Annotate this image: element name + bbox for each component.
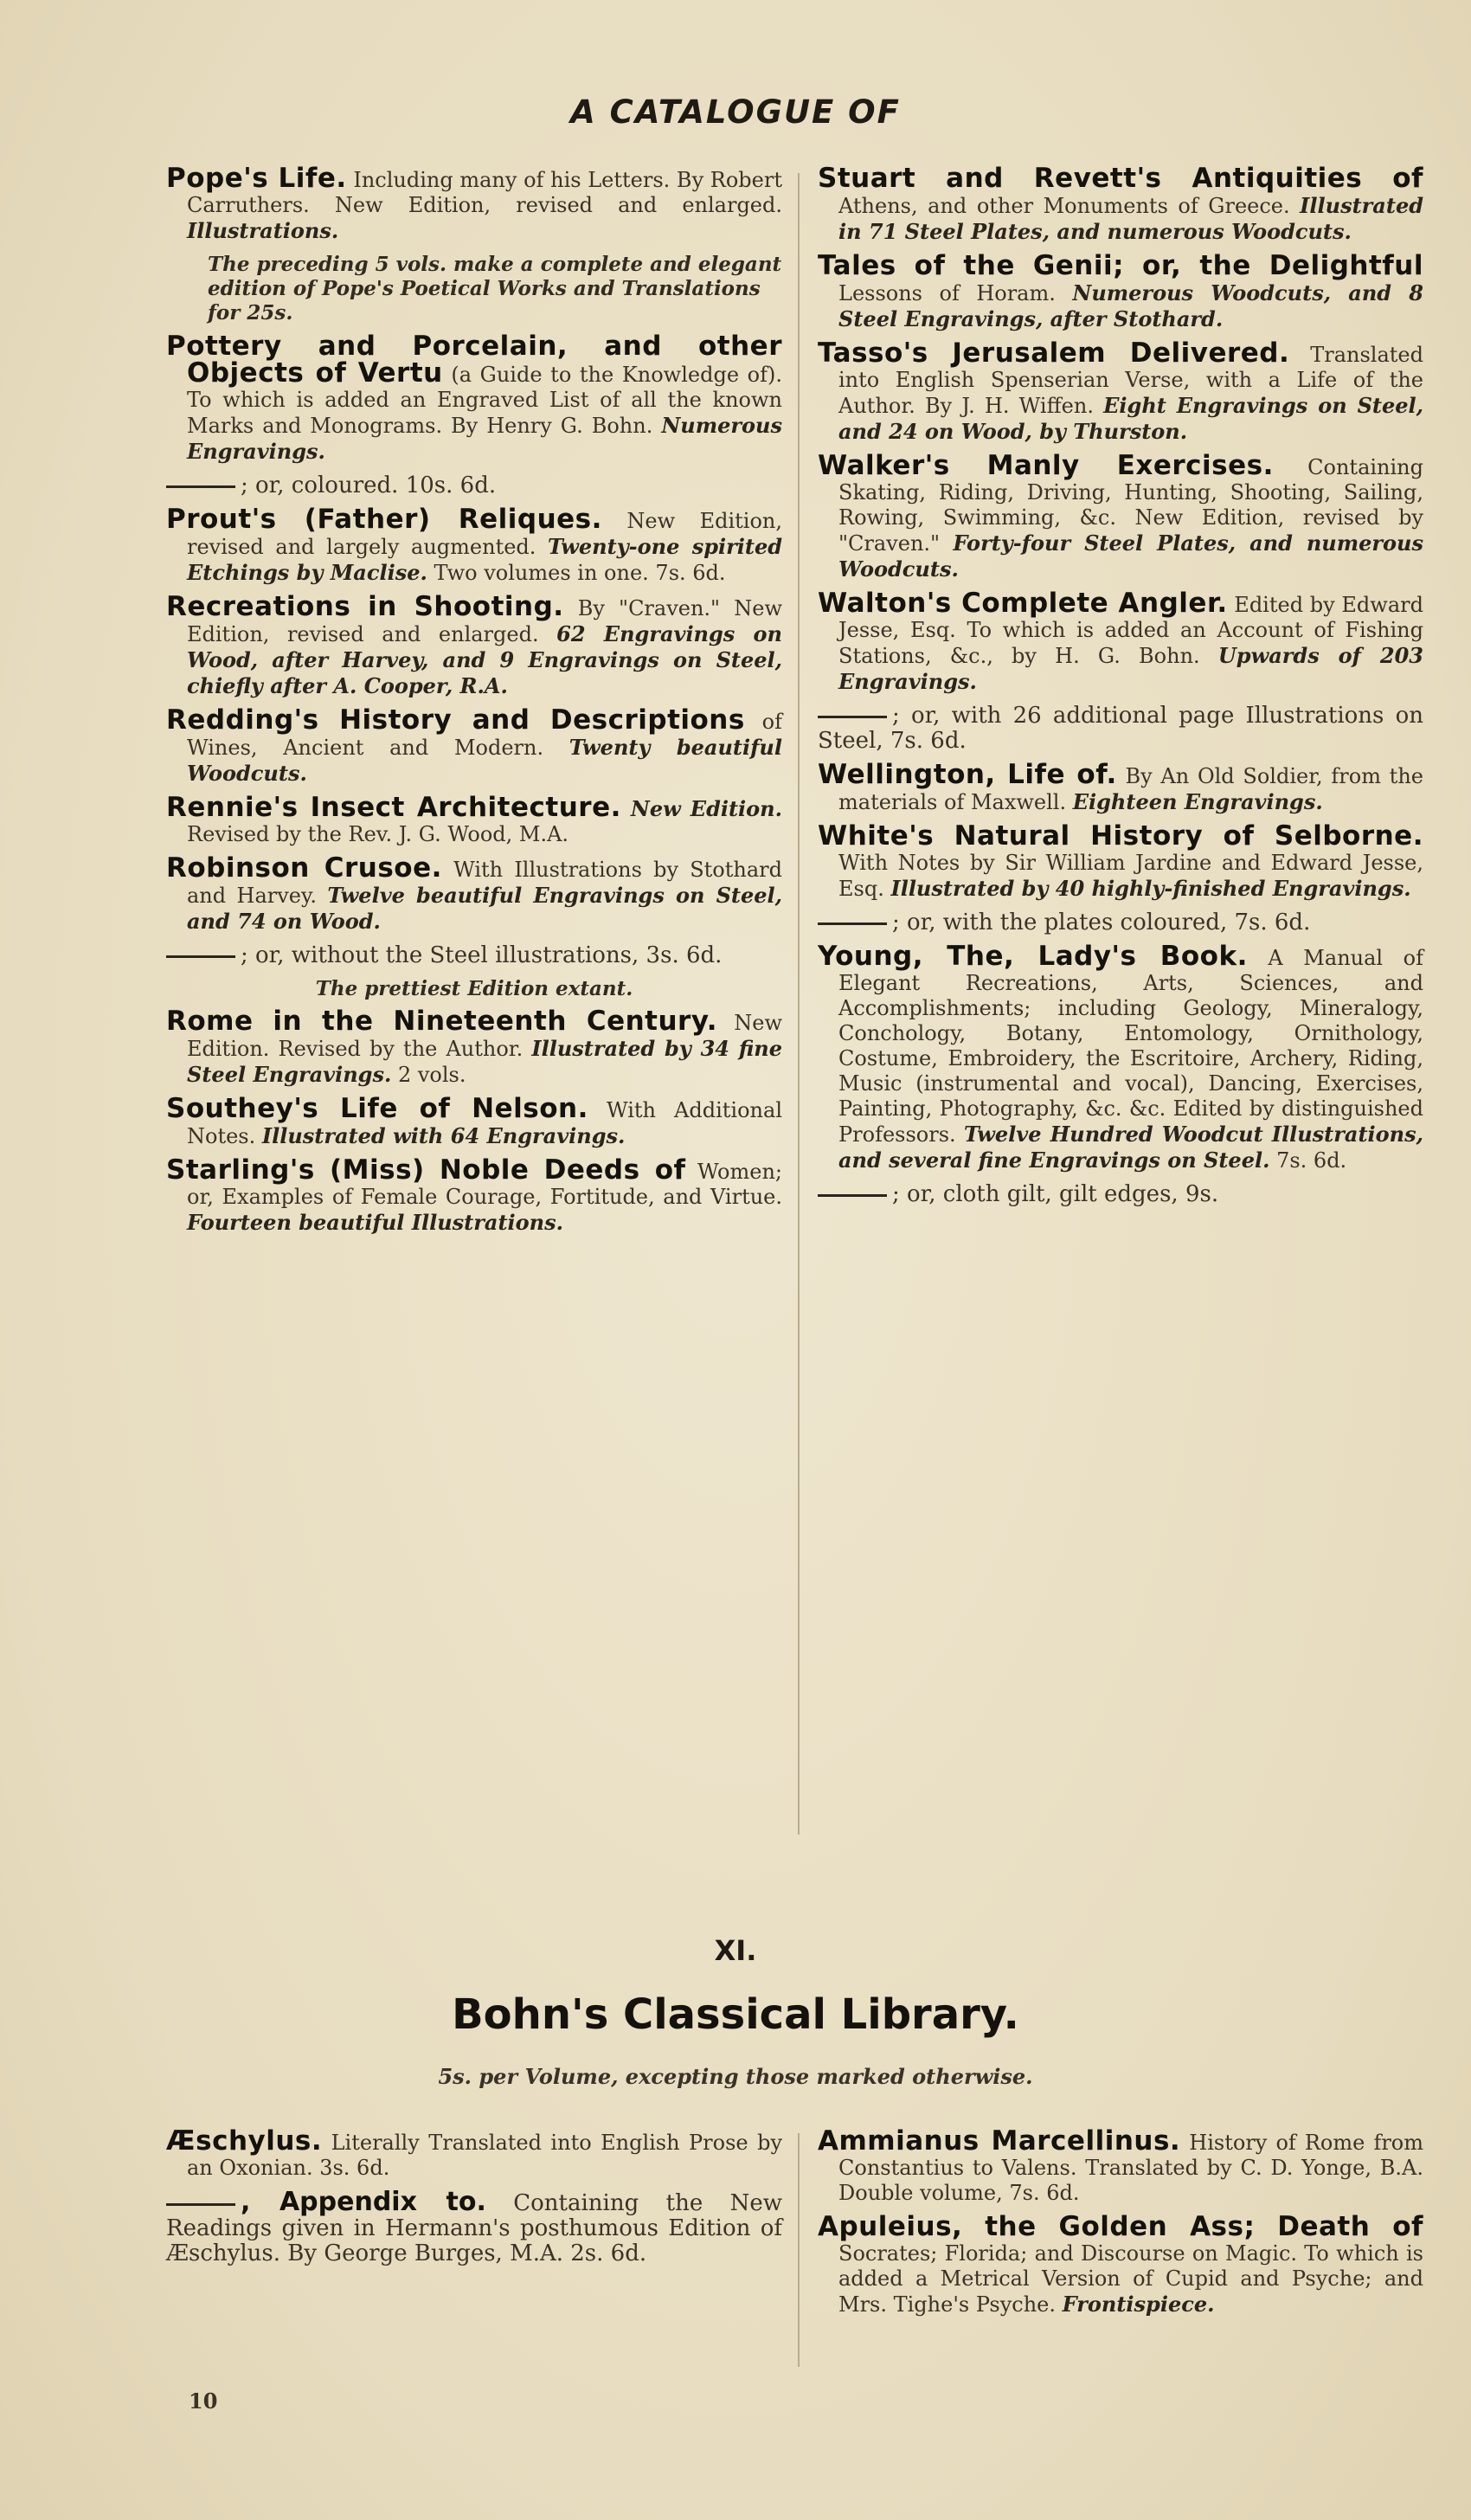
entry-text: Edited by Edward Jesse, Esq. To which is added an Account of Fishing Stations, &c., by H. G. Bohn. xyxy=(838,593,1423,668)
entry-illustrations: 62 Engravings on Wood, after Harvey, and 9 Engravings on Steel, chiefly after A. Cooper, R.A. xyxy=(187,621,783,698)
entry-note: The prettiest Edition extant. xyxy=(315,977,633,1000)
ditto-dash xyxy=(166,2203,235,2206)
entry-title: Walton's Complete Angler. xyxy=(818,588,1228,619)
entry-tasso xyxy=(818,338,1424,445)
entry-title: Stuart and Revett's Antiquities of xyxy=(818,163,1423,194)
entry-text: By "Craven." New Edition, revised and enlarged. xyxy=(187,596,782,646)
ditto-dash xyxy=(166,485,235,488)
entry-illustrations: Frontispiece. xyxy=(1062,2292,1215,2317)
entry-title: Pottery and Porcelain, and other Objects of Vertu xyxy=(166,331,782,389)
entry-title: White's Natural History of Selborne. xyxy=(818,820,1423,852)
entry-text: By An Old Soldier, from the materials of Maxwell. xyxy=(838,764,1423,814)
entry-title: Æschylus. xyxy=(166,2125,323,2157)
entry-title: Redding's History and Descriptions xyxy=(166,704,745,736)
entry-variant xyxy=(818,1182,1423,1207)
entry-redding xyxy=(166,704,782,787)
entry-text: With Notes by Sir William Jardine and Edward Jesse, Esq. xyxy=(838,851,1423,901)
classical-right-column xyxy=(818,2125,1424,2326)
entry-illustrations: Twelve Hundred Woodcut Illustrations, and several fine Engravings on Steel. xyxy=(838,1122,1423,1173)
running-head: A CATALOGUE OF xyxy=(570,93,901,131)
entry-title: Starling's (Miss) Noble Deeds of xyxy=(166,1154,686,1186)
entry-illustrations: Eight Engravings on Steel, and 24 on Wood, by Thurston. xyxy=(838,393,1423,444)
entry-title: Walker's Manly Exercises. xyxy=(818,450,1274,481)
entry-title: Prout's (Father) Reliques. xyxy=(166,504,602,535)
entry-robinson xyxy=(166,852,782,935)
entry-title: Recreations in Shooting. xyxy=(166,591,564,622)
right-column xyxy=(818,163,1424,1216)
entry-text: A Manual of Elegant Recreations, Arts, Sciences, and Accomplishments; including Geology, Mineralogy, Conchology, Botany, Entomology, Ornithology, Costume, Embroidery, the Escritoire, Archery, Riding, Music (instrumental and vocal), Dancing, Exercises, Painting, Photography, &c. &c. Edited by distinguished Professors. xyxy=(838,946,1423,1147)
ditto-dash xyxy=(818,922,887,925)
entry-illustrations: Fourteen beautiful Illustrations. xyxy=(187,1210,563,1235)
entry-appendix xyxy=(166,2189,782,2266)
entry-text: Literally Translated into English Prose by an Oxonian. 3s. 6d. xyxy=(187,2131,782,2180)
entry-stuart xyxy=(818,163,1423,245)
entry-illustrations: Illustrated by 40 highly-finished Engravings. xyxy=(890,876,1411,901)
entry-text: Socrates; Florida; and Discourse on Magic. To which is added a Metrical Version of Cupid and Psyche; and Mrs. Tighe's Psyche. xyxy=(838,2241,1423,2317)
entry-text: New Edition, revised and largely augmented. xyxy=(187,509,782,559)
entry-title: Wellington, Life of. xyxy=(818,759,1117,790)
entry-illustrations: New Edition. xyxy=(620,796,782,821)
entry-aeschylus xyxy=(166,2125,782,2181)
entry-illustrations: Numerous Engravings. xyxy=(187,413,782,464)
entry-title: Apuleius, the Golden Ass; Death of xyxy=(818,2211,1423,2242)
entry-illustrations: Illustrations. xyxy=(187,218,339,243)
entry-text: (a Guide to the Knowledge of). To which is added an Engraved List of all the known Marks and Monograms. By Henry G. Bohn. xyxy=(187,363,782,438)
entry-apuleius xyxy=(818,2211,1423,2318)
entry-illustrations: Numerous Woodcuts, and 8 Steel Engravings, after Stothard. xyxy=(838,280,1423,331)
entry-title: Robinson Crusoe. xyxy=(166,852,442,884)
entry-illustrations: Eighteen Engravings. xyxy=(1072,789,1323,814)
entry-title: Ammianus Marcellinus. xyxy=(818,2125,1181,2157)
variant-text: ; or, coloured. 10s. 6d. xyxy=(241,472,497,498)
column-divider xyxy=(798,2133,800,2367)
entry-young xyxy=(818,941,1423,1173)
entry-title: Tales of the Genii; or, the Delightful xyxy=(818,250,1423,281)
entry-text: Containing the New Readings given in Hermann's posthumous Edition of Æschylus. By George Burges, M.A. 2s. 6d. xyxy=(166,2190,782,2266)
left-column xyxy=(166,163,783,1244)
classical-left-column xyxy=(166,2125,782,2275)
entry-ammianus xyxy=(818,2125,1424,2206)
entry-starling xyxy=(166,1154,782,1236)
column-divider xyxy=(798,173,800,1835)
section-title: Bohn's Classical Library. xyxy=(452,1990,1019,2039)
entry-rennie xyxy=(166,792,782,847)
entry-text: of Wines, Ancient and Modern. xyxy=(187,710,782,760)
entry-tail: Two volumes in one. 7s. 6d. xyxy=(427,561,726,585)
entry-white xyxy=(818,820,1423,902)
entry-title: Pope's Life. xyxy=(166,163,347,194)
entry-title: Rome in the Nineteenth Century. xyxy=(166,1006,717,1037)
entry-text: With Additional Notes. xyxy=(187,1098,782,1148)
page-number: 10 xyxy=(189,2388,218,2414)
entry-tail: 2 vols. xyxy=(391,1063,466,1087)
entry-illustrations: Illustrated in 71 Steel Plates, and numerous Woodcuts. xyxy=(838,193,1423,244)
entry-pottery xyxy=(166,331,782,465)
entry-wellington xyxy=(818,759,1423,815)
entry-prout xyxy=(166,504,782,586)
entry-illustrations: Forty-four Steel Plates, and numerous Woodcuts. xyxy=(838,530,1424,582)
variant-text: ; or, without the Steel illustrations, 3s. 6d. xyxy=(241,942,723,968)
variant-text: ; or, with 26 additional page Illustrations on Steel, 7s. 6d. xyxy=(818,703,1423,754)
entry-walker xyxy=(818,450,1424,582)
entry-note: The preceding 5 vols. make a complete and elegant edition of Pope's Poetical Works and Translations for 25s. xyxy=(208,253,782,325)
entry-rome xyxy=(166,1006,783,1088)
entry-tales xyxy=(818,250,1423,332)
ditto-dash xyxy=(818,1194,887,1197)
entry-text: Lessons of Horam. xyxy=(838,281,1073,305)
entry-southey xyxy=(166,1093,782,1149)
entry-text: Revised by the Rev. J. G. Wood, M.A. xyxy=(187,822,569,846)
section-subtitle: 5s. per Volume, excepting those marked otherwise. xyxy=(438,2064,1033,2089)
entry-text: Women; or, Examples of Female Courage, Fortitude, and Virtue. xyxy=(187,1160,782,1209)
entry-variant xyxy=(818,704,1423,754)
entry-title: Young, The, Lady's Book. xyxy=(818,941,1248,972)
entry-recreations xyxy=(166,591,783,699)
entry-walton xyxy=(818,588,1423,695)
entry-illustrations: Twenty-one spirited Etchings by Maclise. xyxy=(187,534,782,585)
entry-variant xyxy=(166,943,782,968)
entry-title: Southey's Life of Nelson. xyxy=(166,1093,588,1124)
entry-title: , Appendix to. xyxy=(241,2187,486,2217)
entry-title: Rennie's Insect Architecture. xyxy=(166,792,621,823)
entry-variant xyxy=(818,910,1423,935)
entry-variant xyxy=(166,473,782,498)
variant-text: ; or, cloth gilt, gilt edges, 9s. xyxy=(892,1181,1219,1207)
entry-text: Including many of his Letters. By Robert Carruthers. New Edition, revised and enlarged. xyxy=(187,168,782,217)
entry-text: Athens, and other Monuments of Greece. xyxy=(838,194,1301,218)
entry-illustrations: Illustrated by 34 fine Steel Engravings. xyxy=(187,1036,783,1087)
entry-tail: 7s. 6d. xyxy=(1269,1148,1347,1173)
section-number: XI. xyxy=(714,1934,757,1967)
entry-title: Tasso's Jerusalem Delivered. xyxy=(818,338,1290,369)
entry-text: Containing Skating, Riding, Driving, Hunting, Shooting, Sailing, Rowing, Swimming, &c. New Edition, revised by "Craven." xyxy=(838,455,1424,556)
entry-illustrations: Twelve beautiful Engravings on Steel, and 74 on Wood. xyxy=(187,883,782,934)
entry-illustrations: Illustrated with 64 Engravings. xyxy=(261,1123,626,1148)
entry-illustrations: Upwards of 203 Engravings. xyxy=(838,643,1423,694)
entry-text: New Edition. Revised by the Author. xyxy=(187,1011,782,1061)
ditto-dash xyxy=(166,955,235,958)
ditto-dash xyxy=(818,716,887,718)
entry-illustrations: Twenty beautiful Woodcuts. xyxy=(187,735,782,786)
entry-text: History of Rome from Constantius to Valens. Translated by C. D. Yonge, B.A. Double volume, 7s. 6d. xyxy=(838,2131,1424,2205)
entry-text: With Illustrations by Stothard and Harvey. xyxy=(187,858,782,908)
entry-popes-life xyxy=(166,163,782,244)
entry-text: Translated into English Spenserian Verse, with a Life of the Author. By J. H. Wiffen. xyxy=(838,343,1424,418)
variant-text: ; or, with the plates coloured, 7s. 6d. xyxy=(892,910,1311,935)
